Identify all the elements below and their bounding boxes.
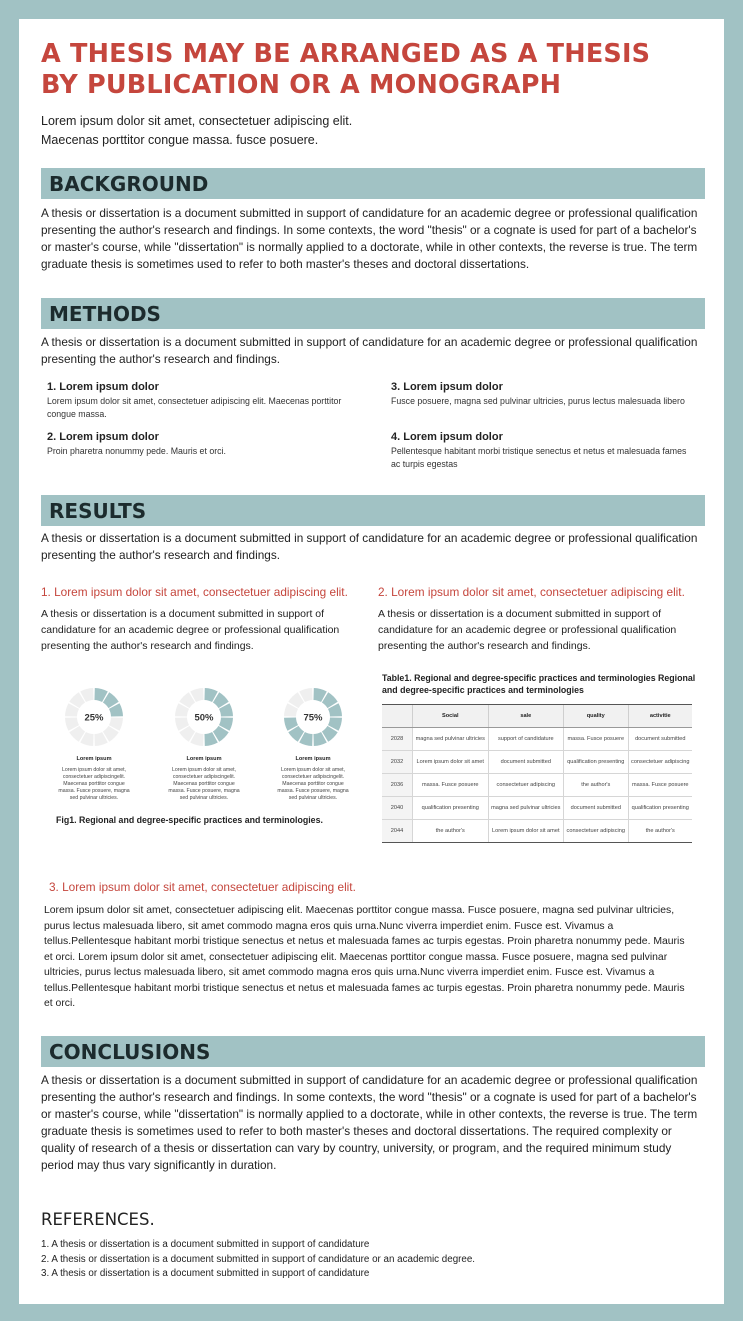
results-heading-bar (41, 495, 705, 526)
results-sub2-heading: 2. Lorem ipsum dolor sit amet, consectetuer adipiscing elit. (378, 585, 685, 599)
donut-chart-1 (49, 685, 139, 802)
conclusions-heading-bar (41, 1036, 705, 1067)
reference-item: 1. A thesis or dissertation is a document submitted in support of candidature (41, 1239, 370, 1250)
results-sub2-text: A thesis or dissertation is a document submitted in support of candidature for an academic degree or professional qualification presenting the author's research and findings. (378, 608, 677, 652)
results-sub3-text: Lorem ipsum dolor sit amet, consectetuer adipiscing elit. Maecenas porttitor congue massa. Fusce posuere, magna sed pulvinar ultricies, purus lectus malesuada libero, sit amet commodo magna eros quis urna.Nunc viverra imperdiet enim. Fusce est. Vivamus a tellus.Pellentesque habitant morbi tristique senectus et netus et malesuada fames ac turpis egestas. Proin pharetra nonummy pede. Mauris et orci. Lorem ipsum dolor sit amet, consectetuer adipiscing elit. Maecenas porttitor congue massa. Fusce posuere, magna sed pulvinar ultricies, purus lectus malesuada libero, sit amet commodo magna eros quis urna.Nunc viverra imperdiet enim. Fusce est. Vivamus a tellus.Pellentesque habitant morbi tristique senectus et netus et malesuada fames ac turpis egestas. Proin pharetra nonummy pede. Mauris et orci. (44, 905, 685, 1009)
table-caption: Table1. Regional and degree-specific practices and terminologies Regional and degree-specific practices and terminologies (382, 673, 696, 695)
method-item-title: 3. Lorem ipsum dolor (391, 381, 503, 393)
table-cell: consectetuer adipiscing (488, 774, 564, 797)
donut-chart-2 (159, 685, 249, 802)
table-row (382, 797, 692, 820)
method-item-title: 1. Lorem ipsum dolor (47, 381, 159, 393)
background-heading-bar (41, 168, 705, 199)
reference-item: 2. A thesis or dissertation is a document submitted in support of candidature or an academic degree. (41, 1253, 476, 1265)
donut-chart-3 (268, 685, 358, 802)
table-cell: massa. Fusce posuere (564, 728, 628, 751)
table-cell: document submitted (628, 728, 692, 751)
results-sub1-text: A thesis or dissertation is a document submitted in support of candidature for an academic degree or professional qualification presenting the author's research and findings. (41, 608, 340, 652)
donut-value-label: 75% (303, 712, 323, 724)
table-cell: massa. Fusce posuere (628, 774, 692, 797)
methods-heading-bar (41, 298, 705, 329)
donut-description: Lorem ipsum dolor sit amet, consectetuer adipiscingelit. Maecenas porttitor congue massa. Fusce posuere, magna sed pulvinar ultricies. (58, 767, 130, 801)
table-row (382, 751, 692, 774)
conclusions-heading: CONCLUSIONS (49, 1040, 211, 1064)
method-item-title: 2. Lorem ipsum dolor (47, 431, 159, 443)
table-cell: magna sed pulvinar ultricies (413, 728, 489, 751)
table-cell: the author's (564, 774, 628, 797)
table-cell: support of candidature (488, 728, 564, 751)
method-item-3 (391, 380, 691, 408)
table-row (382, 728, 692, 751)
table-header-row (382, 705, 692, 728)
method-item-text: Fusce posuere, magna sed pulvinar ultricies, purus lectus malesuada libero (391, 396, 685, 406)
donut-value-label: 25% (84, 712, 104, 724)
table-cell: 2032 (382, 751, 413, 774)
table-cell: document submitted (564, 797, 628, 820)
data-table (382, 704, 692, 843)
table-cell: 2036 (382, 774, 413, 797)
figure-caption: Fig1. Regional and degree-specific practices and terminologies. (56, 815, 323, 825)
method-item-4 (391, 430, 691, 471)
results-text: A thesis or dissertation is a document submitted in support of candidature for an academic degree or professional qualification presenting the author's research and findings. (41, 531, 698, 562)
table-header-cell: activitie (628, 705, 692, 728)
donut-caption: Lorem ipsum (295, 756, 331, 762)
table-cell: qualification presenting (564, 751, 628, 774)
donut-chart-svg (172, 685, 236, 749)
method-item-text: Lorem ipsum dolor sit amet, consectetuer adipiscing elit. Maecenas porttitor congue massa. (47, 396, 342, 419)
donut-chart-svg (62, 685, 126, 749)
reference-item: 3. A thesis or dissertation is a document submitted in support of candidature (41, 1268, 370, 1279)
method-item-text: Pellentesque habitant morbi tristique senectus et netus et malesuada fames ac turpis egestas (391, 446, 687, 469)
conclusions-text: A thesis or dissertation is a document submitted in support of candidature for an academic degree or professional qualification presenting the author's research and findings. In some contexts, the word "thesis" or a cognate is used for part of a bachelor's or master's course, while "dissertation" is normally applied to a doctorate, while in other contexts, the reverse is true. The term graduate thesis is sometimes used to refer to both master's theses and doctoral dissertations. The required complexity or quality of research of a thesis or dissertation can vary by country, university, or program, and the required minimum study period may thus vary significantly in duration. (41, 1073, 698, 1172)
method-item-text: Proin pharetra nonummy pede. Mauris et orci. (47, 446, 226, 456)
method-item-2 (47, 430, 347, 458)
table-cell: massa. Fusce posuere (413, 774, 489, 797)
table-cell: Lorem ipsum dolor sit amet (413, 751, 489, 774)
method-item-title: 4. Lorem ipsum dolor (391, 431, 503, 443)
subtitle-line-2: Maecenas porttitor congue massa. fusce posuere. (41, 133, 319, 147)
table-cell: Lorem ipsum dolor sit amet (488, 820, 564, 843)
donut-caption: Lorem ipsum (186, 756, 222, 762)
methods-text: A thesis or dissertation is a document submitted in support of candidature for an academic degree or professional qualification presenting the author's research and findings. (41, 335, 698, 366)
table-cell: consectetuer adipiscing (628, 751, 692, 774)
references-heading: REFERENCES. (41, 1210, 155, 1229)
table-cell: 2028 (382, 728, 413, 751)
poster (19, 19, 724, 1304)
results-sub3-heading: 3. Lorem ipsum dolor sit amet, consectetuer adipiscing elit. (49, 880, 356, 894)
subtitle-line-1: Lorem ipsum dolor sit amet, consectetuer adipiscing elit. (41, 114, 353, 128)
table-header-cell: Social (413, 705, 489, 728)
table-cell: qualification presenting (628, 797, 692, 820)
table-cell: consectetuer adipiscing (564, 820, 628, 843)
donut-value-label: 50% (194, 712, 214, 724)
method-item-1 (47, 380, 347, 421)
poster-subtitle (41, 112, 681, 150)
results-sub1-heading: 1. Lorem ipsum dolor sit amet, consectetuer adipiscing elit. (41, 585, 348, 599)
table-header-cell (382, 705, 413, 728)
table-row (382, 774, 692, 797)
results-heading: RESULTS (49, 499, 147, 523)
table-cell: qualification presenting (413, 797, 489, 820)
donut-description: Lorem ipsum dolor sit amet, consectetuer adipiscingelit. Maecenas porttitor congue massa. Fusce posuere, magna sed pulvinar ultricies. (277, 767, 349, 801)
poster-title: A THESIS MAY BE ARRANGED AS A THESIS BY PUBLICATION OR A MONOGRAPH (41, 39, 651, 100)
background-heading: BACKGROUND (49, 172, 209, 196)
donut-chart-svg (281, 685, 345, 749)
donut-caption: Lorem ipsum (76, 756, 112, 762)
table-cell: 2044 (382, 820, 413, 843)
table-cell: magna sed pulvinar ultricies (488, 797, 564, 820)
references-list (41, 1238, 475, 1282)
methods-heading: METHODS (49, 302, 161, 326)
data-table-wrap (382, 704, 692, 843)
donut-description: Lorem ipsum dolor sit amet, consectetuer adipiscingelit. Maecenas porttitor congue massa. Fusce posuere, magna sed pulvinar ultricies. (168, 767, 240, 801)
table-header-cell: quality (564, 705, 628, 728)
background-text: A thesis or dissertation is a document submitted in support of candidature for an academic degree or professional qualification presenting the author's research and findings. In some contexts, the word "thesis" or a cognate is used for part of a bachelor's or master's course, while "dissertation" is normally applied to a doctorate, while in other contexts, the reverse is true. The term graduate thesis is sometimes used to refer to both master's theses and doctoral dissertations. (41, 206, 698, 271)
table-cell: the author's (413, 820, 489, 843)
table-cell: 2040 (382, 797, 413, 820)
table-cell: the author's (628, 820, 692, 843)
table-cell: document submitted (488, 751, 564, 774)
table-header-cell: sale (488, 705, 564, 728)
table-row (382, 820, 692, 843)
